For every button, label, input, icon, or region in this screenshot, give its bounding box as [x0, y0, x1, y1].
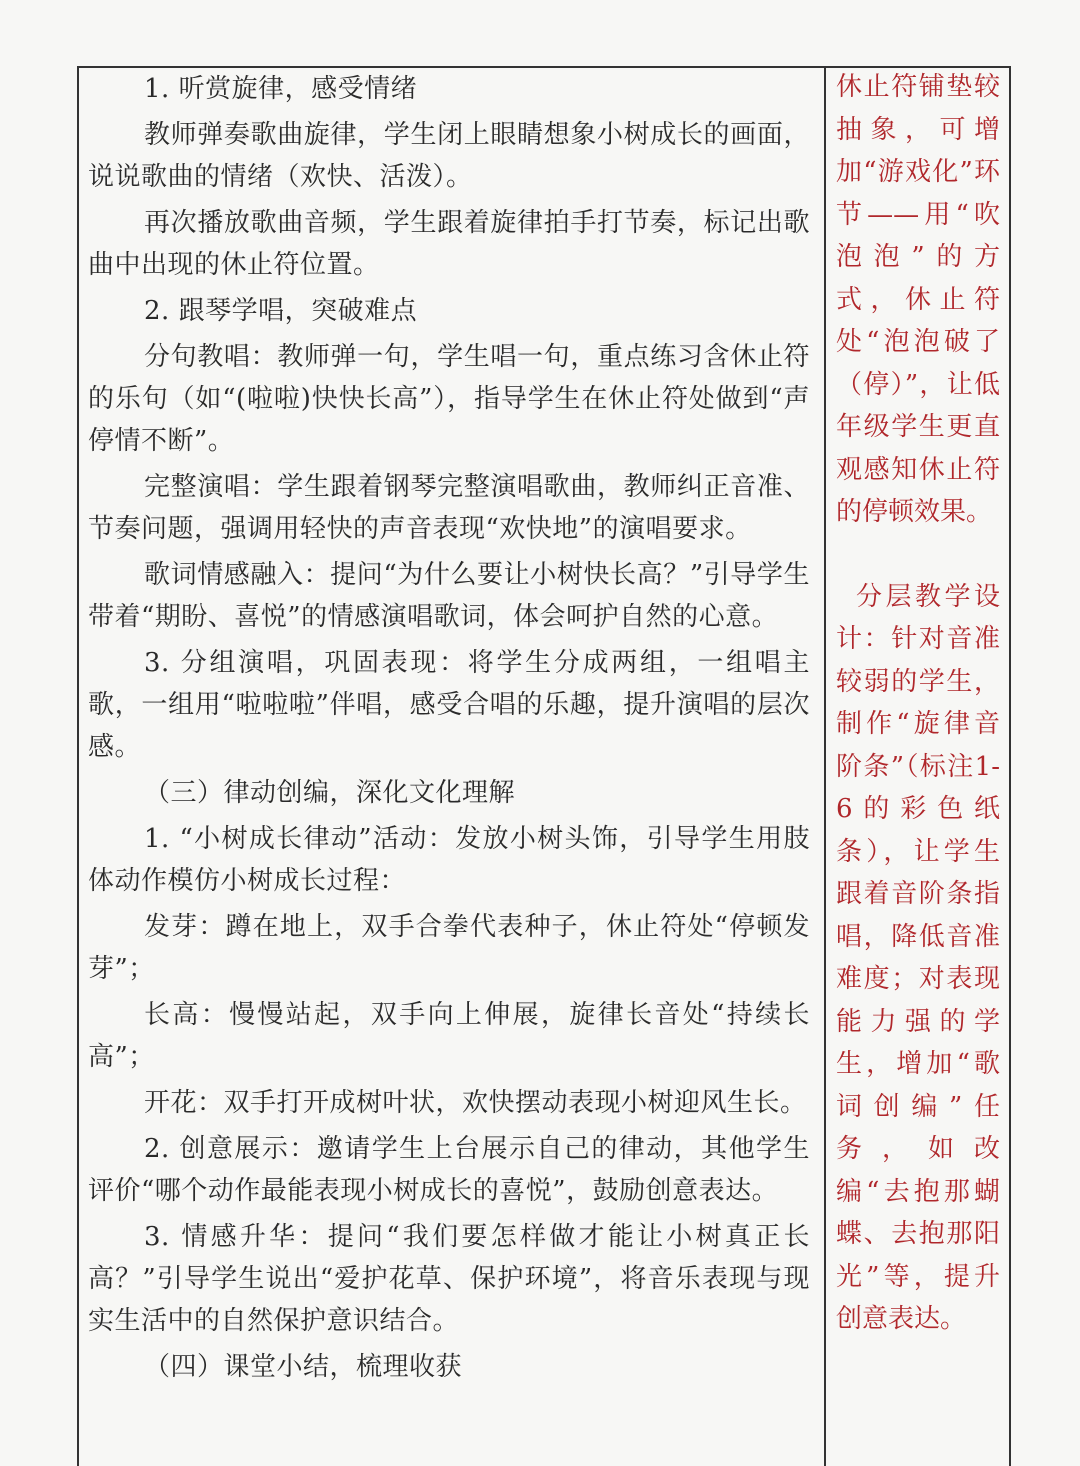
section-heading: （四）课堂小结，梳理收获 — [144, 1352, 463, 1382]
paragraph: 完整演唱：学生跟着钢琴完整演唱歌曲，教师纠正音准、节奏问题，强调用轻快的声音表现“欢快地”的演唱要求。 — [88, 472, 810, 544]
paragraph: 发芽：蹲在地上，双手合拳代表种子，休止符处“停顿发芽”； — [88, 912, 810, 984]
paragraph: 3. 分组演唱，巩固表现：将学生分成两组，一组唱主歌，一组用“啦啦啦”伴唱，感受合唱的乐趣，提升演唱的层次感。 — [88, 648, 810, 762]
teaching-process-column — [88, 66, 810, 1388]
design-note: 分层教学设计：针对音准较弱的学生，制作“旋律音阶条”（标注1-6的彩色纸条），让学生跟着音阶条指唱，降低音准难度；对表现能力强的学生，增加“歌词创编”任务，如改编“去抱那蝴蝶、去抱那阳光”等，提升创意表达。 — [836, 581, 1000, 1334]
paragraph: 开花：双手打开成树叶状，欢快摆动表现小树迎风生长。 — [144, 1088, 807, 1118]
step-heading: 2. 跟琴学唱，突破难点 — [144, 296, 418, 326]
paragraph: 1. “小树成长律动”活动：发放小树头饰，引导学生用肢体动作模仿小树成长过程： — [88, 824, 810, 896]
paragraph: 教师弹奏歌曲旋律，学生闭上眼睛想象小树成长的画面，说说歌曲的情绪（欢快、活泼）。 — [88, 120, 810, 192]
paragraph: 再次播放歌曲音频，学生跟着旋律拍手打节奏，标记出歌曲中出现的休止符位置。 — [88, 208, 810, 280]
section-heading: （三）律动创编，深化文化理解 — [144, 778, 516, 808]
column-divider — [824, 66, 826, 1466]
paragraph: 3. 情感升华：提问“我们要怎样做才能让小树真正长高？”引导学生说出“爱护花草、保护环境”，将音乐表现与现实生活中的自然保护意识结合。 — [88, 1222, 810, 1336]
paragraph: 2. 创意展示：邀请学生上台展示自己的律动，其他学生评价“哪个动作最能表现小树成长的喜悦”，鼓励创意表达。 — [88, 1134, 810, 1206]
paragraph: 歌词情感融入：提问“为什么要让小树快长高？”引导学生带着“期盼、喜悦”的情感演唱歌词，体会呵护自然的心意。 — [88, 560, 810, 632]
paragraph: 长高：慢慢站起，双手向上伸展，旋律长音处“持续长高”； — [88, 1000, 810, 1072]
step-heading: 1. 听赏旋律，感受情绪 — [144, 74, 418, 104]
paragraph: 分句教唱：教师弹一句，学生唱一句，重点练习含休止符的乐句（如“(啦啦)快快长高”），指导学生在休止符处做到“声停情不断”。 — [88, 342, 810, 456]
design-note: 休止符铺垫较抽象，可增加“游戏化”环节——用“吹泡泡”的方式，休止符处“泡泡破了（停）”，让低年级学生更直观感知休止符的停顿效果。 — [836, 72, 1000, 527]
design-notes-column — [836, 66, 1000, 1341]
